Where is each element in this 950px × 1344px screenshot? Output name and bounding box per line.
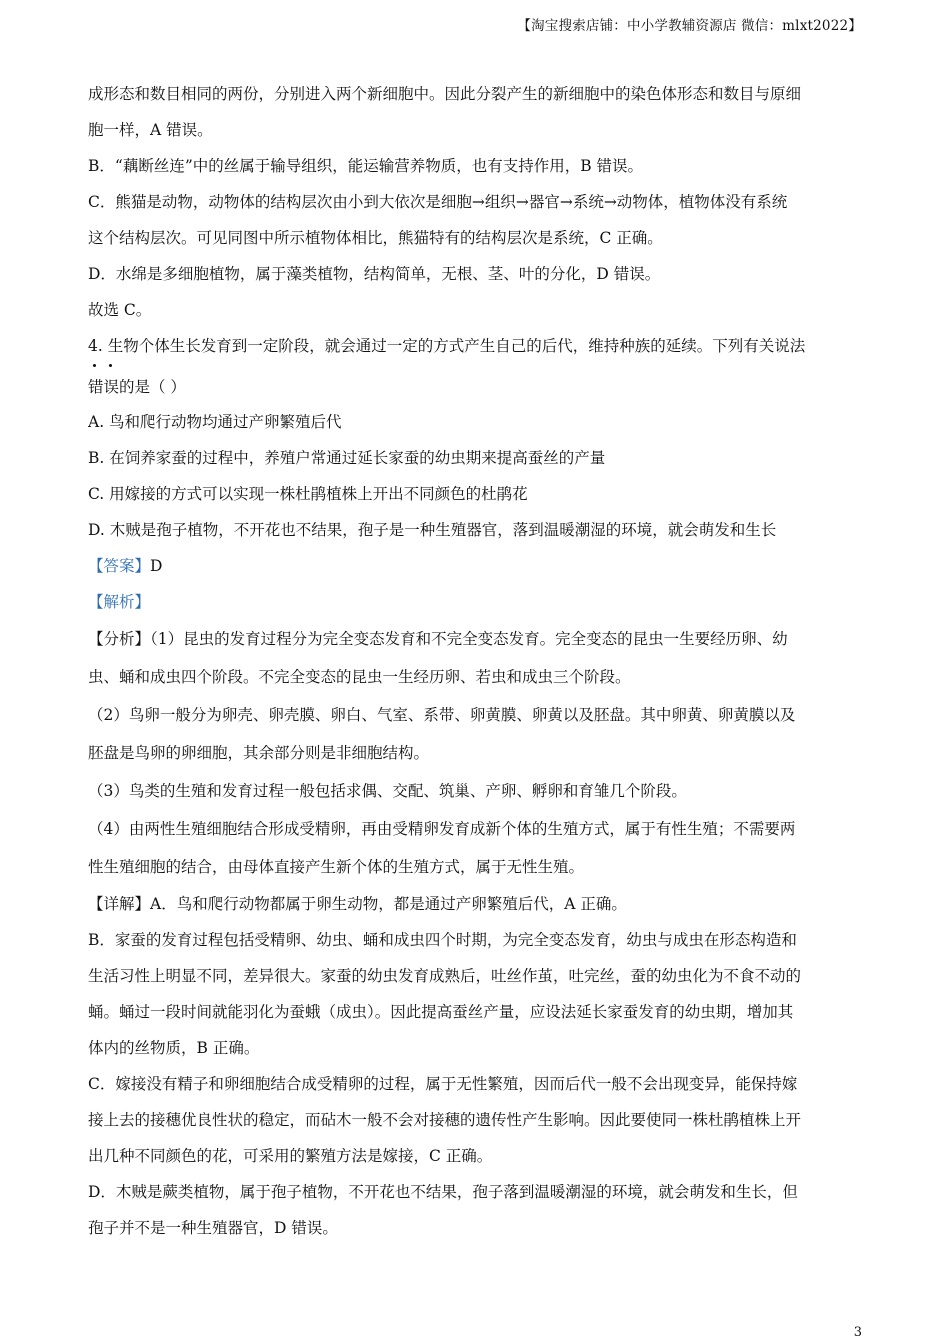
page-number: 3: [853, 1325, 862, 1340]
prev-option-b-explanation: B．“藕断丝连”中的丝属于输导组织，能运输营养物质，也有支持作用，B 错误。: [88, 157, 644, 175]
detail-text: 蛹。蛹过一段时间就能羽化为蚕蛾（成虫）。因此提高蚕丝产量，应设法延长家蚕发育的幼虫期，增加其: [88, 1003, 794, 1021]
question-stem: 4. 生物个体生长发育到一定阶段，就会通过一定的方式产生自己的后代，维持种族的延续。下列有关说法: [88, 337, 806, 355]
detail-text: 生活习性上明显不同，差异很大。家蚕的幼虫发育成熟后，吐丝作茧，吐完丝，蚕的幼虫化为不食不动的: [88, 967, 802, 985]
detail-text: C．嫁接没有精子和卵细胞结合成受精卵的过程，属于无性繁殖，因而后代一般不会出现变异，能保持嫁: [88, 1075, 798, 1093]
detail-text: 体内的丝物质，B 正确。: [88, 1039, 260, 1057]
option-c: C. 用嫁接的方式可以实现一株杜鹃植株上开出不同颜色的杜鹃花: [88, 485, 528, 503]
document-body: [88, 76, 864, 1246]
analysis-text: （4）由两性生殖细胞结合形成受精卵，再由受精卵发育成新个体的生殖方式，属于有性生殖；不需要两: [88, 820, 796, 838]
fenxi-label: 【分析】: [88, 630, 151, 648]
prev-option-c-explanation: C．熊猫是动物，动物体的结构层次由小到大依次是细胞→组织→器官→系统→动物体，植物体没有系统: [88, 193, 788, 211]
detail-label: 【详解】: [88, 895, 151, 913]
option-a: A. 鸟和爬行动物均通过产卵繁殖后代: [88, 413, 342, 431]
analysis-text: （2）鸟卵一般分为卵壳、卵壳膜、卵白、气室、系带、卵黄膜、卵黄以及胚盘。其中卵黄、卵黄膜以及: [88, 706, 796, 724]
detail-paragraph: [88, 886, 864, 922]
answer-label: 【答案】: [88, 557, 151, 575]
prev-option-c-explanation: 这个结构层次。可见同图中所示植物体相比，熊猫特有的结构层次是系统，C 正确。: [88, 229, 663, 247]
analysis-text: 性生殖细胞的结合，由母体直接产生新个体的生殖方式，属于无性生殖。: [88, 858, 585, 876]
page-header-watermark: 【淘宝搜索店铺：中小学教辅资源店 微信：mlxt2022】: [517, 18, 862, 34]
analysis-text: 胚盘是鸟卵的卵细胞，其余部分则是非细胞结构。: [88, 744, 430, 762]
prev-option-d-explanation: D．水绵是多细胞植物，属于藻类植物，结构简单，无根、茎、叶的分化，D 错误。: [88, 265, 661, 283]
detail-text: A．鸟和爬行动物都属于卵生动物，都是通过产卵繁殖后代，A 正确。: [150, 895, 627, 913]
detail-text: 接上去的接穗优良性状的稳定，而砧木一般不会对接穗的遗传性产生影响。因此要使同一株杜鹃植株上开: [88, 1111, 802, 1129]
analysis-text: 虫、蛹和成虫四个阶段。不完全变态的昆虫一生经历卵、若虫和成虫三个阶段。: [88, 668, 631, 686]
analysis-paragraph: [88, 620, 864, 658]
option-d: D. 木贼是孢子植物，不开花也不结果，孢子是一种生殖器官，落到温暖潮湿的环境，就会萌发和生长: [88, 521, 777, 539]
option-b: B. 在饲养家蚕的过程中，养殖户常通过延长家蚕的幼虫期来提高蚕丝的产量: [88, 449, 606, 467]
prev-text-line: 胞一样，A 错误。: [88, 121, 213, 139]
detail-text: 孢子并不是一种生殖器官，D 错误。: [88, 1219, 338, 1237]
prev-conclusion: 故选 C。: [88, 301, 152, 319]
detail-text: 出几种不同颜色的花，可采用的繁殖方法是嫁接，C 正确。: [88, 1147, 493, 1165]
detail-text: B．家蚕的发育过程包括受精卵、幼虫、蛹和成虫四个时期，为完全变态发育，幼虫与成虫在形态构造和: [88, 931, 797, 949]
analysis-text: （3）鸟类的生殖和发育过程一般包括求偶、交配、筑巢、产卵、孵卵和育雏几个阶段。: [88, 782, 687, 800]
analysis-text: （1）昆虫的发育过程分为完全变态发育和不完全变态发育。完全变态的昆虫一生要经历卵、幼: [150, 630, 788, 648]
emphasis-dots: [88, 364, 864, 374]
analysis-heading: [88, 584, 864, 620]
answer-value: D: [150, 557, 163, 575]
analysis-label: 【解析】: [88, 593, 151, 611]
question-stem: 错误的是（ ）: [88, 378, 186, 396]
answer-line: [88, 548, 864, 584]
detail-text: D．木贼是蕨类植物，属于孢子植物，不开花也不结果，孢子落到温暖潮湿的环境，就会萌发和生长，但: [88, 1183, 798, 1201]
prev-text-line: 成形态和数目相同的两份，分别进入两个新细胞中。因此分裂产生的新细胞中的染色体形态和数目与原细: [88, 85, 802, 103]
